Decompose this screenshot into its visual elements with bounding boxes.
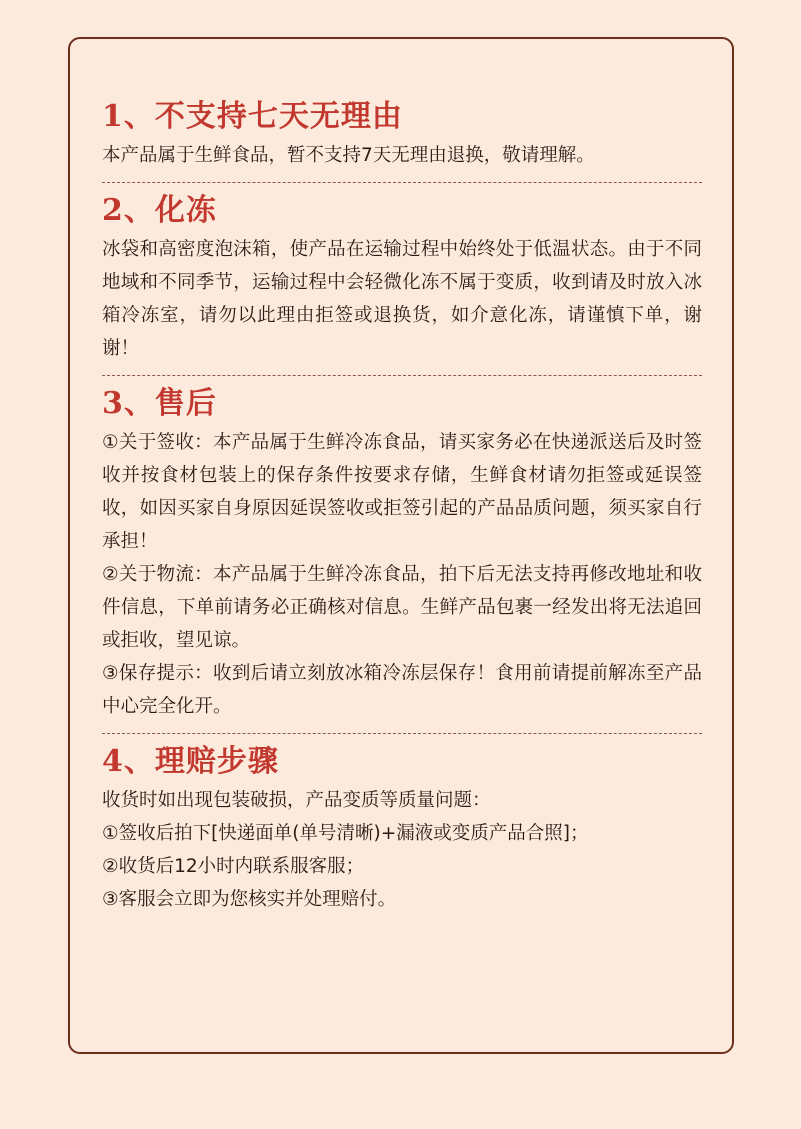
section-thawing (102, 189, 702, 365)
dashed-divider (102, 182, 702, 183)
dashed-divider (102, 375, 702, 376)
section-paragraph: ②关于物流：本产品属于生鲜冷冻食品，拍下后无法支持再修改地址和收件信息，下单前请务必正确核对信息。生鲜产品包裹一经发出将无法追回或拒收，望见谅。 (102, 564, 702, 651)
section-title: 3、售后 (102, 386, 217, 421)
section-title: 2、化冻 (102, 193, 217, 228)
card-content (102, 95, 702, 916)
section-paragraph: ②收货后12小时内联系服客服； (102, 856, 365, 877)
section-title: 1、不支持七天无理由 (102, 99, 403, 134)
section-paragraph: 本产品属于生鲜食品，暂不支持7天无理由退换，敬请理解。 (102, 145, 595, 166)
section-paragraph: ①签收后拍下[快递面单(单号清晰)+漏液或变质产品合照]； (102, 823, 589, 844)
info-card (68, 37, 734, 1054)
section-title: 4、理赔步骤 (102, 744, 279, 779)
section-no-seven-day-return (102, 95, 702, 172)
section-paragraph: 收货时如出现包装破损，产品变质等质量问题： (102, 790, 491, 811)
section-claims-steps (102, 740, 702, 916)
section-paragraph: ①关于签收：本产品属于生鲜冷冻食品，请买家务必在快递派送后及时签收并按食材包装上的保存条件按要求存储，生鲜食材请勿拒签或延误签收，如因买家自身原因延误签收或拒签引起的产品品质问题，须买家自行承担！ (102, 432, 702, 552)
section-paragraph: 冰袋和高密度泡沫箱，使产品在运输过程中始终处于低温状态。由于不同地域和不同季节，运输过程中会轻微化冻不属于变质，收到请及时放入冰箱冷冻室，请勿以此理由拒签或退换货，如介意化冻，请谨慎下单，谢谢！ (102, 239, 702, 359)
section-paragraph: ③客服会立即为您核实并处理赔付。 (102, 889, 397, 910)
section-after-sales (102, 382, 702, 723)
dashed-divider (102, 733, 702, 734)
section-paragraph: ③保存提示：收到后请立刻放冰箱冷冻层保存！食用前请提前解冻至产品中心完全化开。 (102, 663, 702, 717)
